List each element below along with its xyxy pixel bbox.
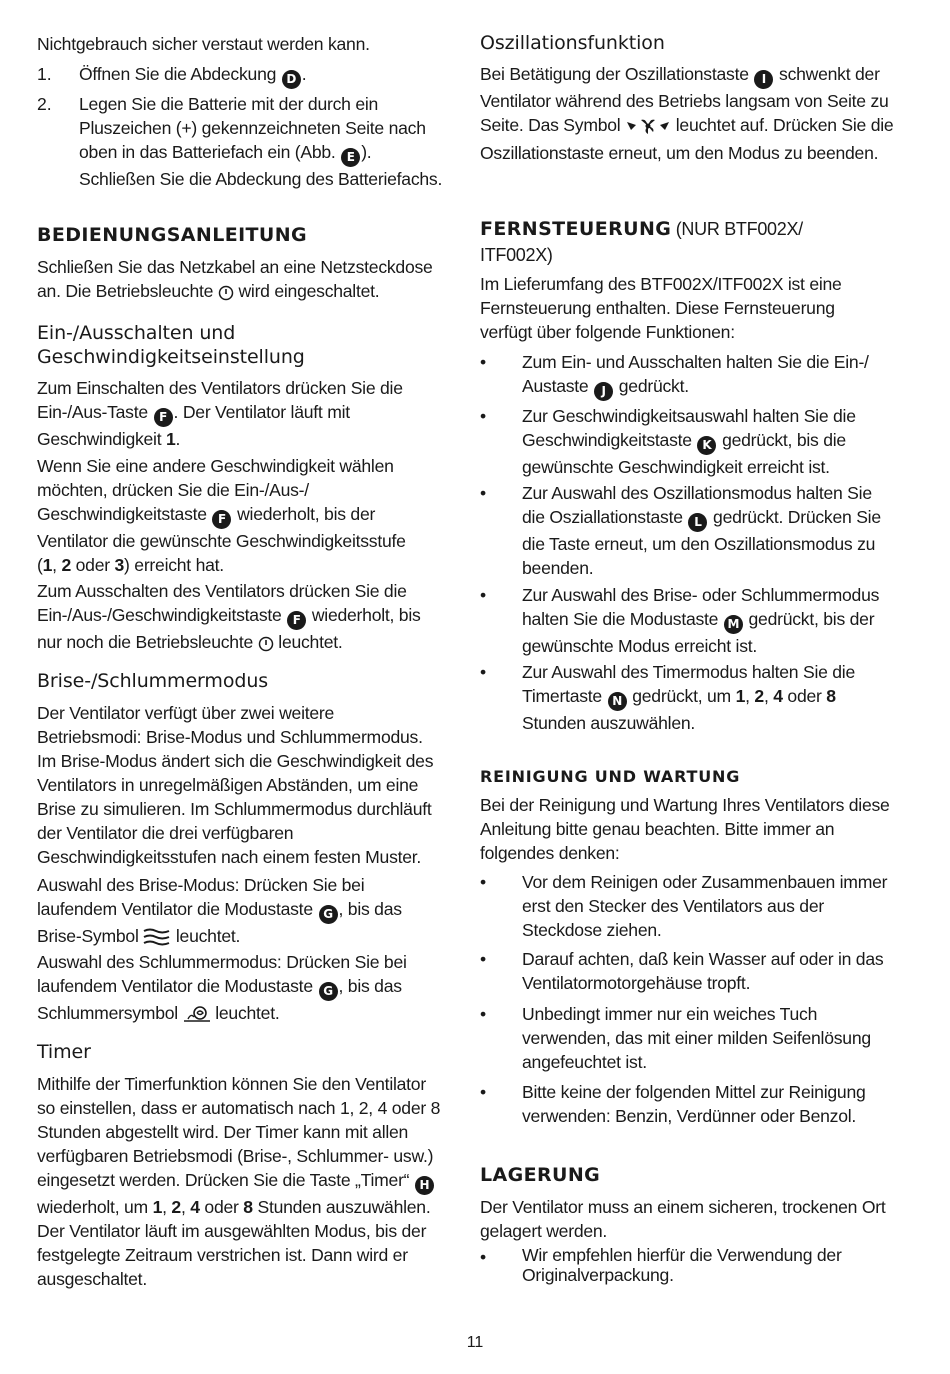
bullet-text: Darauf achten, daß kein Wasser auf oder in das Ventilatormotorgehäuse tropft.: [522, 949, 884, 993]
heading-ein-ausschalten: Ein-/Ausschalten und Geschwindigkeitseinstellung: [37, 322, 305, 368]
osc-text: schwenkt der Ventilator während des Betriebs langsam von Seite zu Seite. Das Symbol: [480, 64, 889, 135]
bullet-mark: •: [480, 1004, 487, 1024]
hour-number: 2: [754, 686, 764, 706]
label-badge-i: I: [754, 70, 773, 89]
bullet-mark: •: [480, 585, 487, 605]
step-number: 1.: [37, 64, 52, 84]
bullet-text: ,: [745, 686, 750, 706]
remote-intro: Im Lieferumfang des BTF002X/ITF002X ist eine Fernsteuerung enthalten. Diese Fernsteuerung verfügt über folgende Funktionen:: [480, 274, 842, 342]
cleaning-intro: Bei der Reinigung und Wartung Ihres Ventilators diese Anleitung bitte genau beachten. Bitte immer an folgendes denken:: [480, 795, 890, 863]
onoff-text: ) erreicht hat.: [124, 555, 224, 575]
bullet-text: gedrückt, um: [632, 686, 731, 706]
onoff-text: oder: [75, 555, 110, 575]
hour-number: 4: [190, 1197, 200, 1217]
speed-number: 1: [166, 429, 176, 449]
page-number: 11: [466, 1334, 484, 1351]
sleep-icon: [183, 1005, 211, 1029]
step-1: [37, 62, 457, 89]
storage-intro: Der Ventilator muss an einem sicheren, trockenen Ort gelagert werden.: [480, 1197, 886, 1241]
step-2: [37, 92, 457, 191]
onoff-text: leuchtet.: [278, 632, 343, 652]
hour-number: 8: [826, 686, 836, 706]
bullet-text: gedrückt, bis die gewünschte Geschwindigkeit erreicht ist.: [522, 430, 846, 477]
bullet-text: gedrückt. Drücken Sie die Taste erneut, um den Oszillationsmodus zu beenden.: [522, 507, 881, 578]
onoff-paragraph-1: [37, 376, 407, 451]
bullet-text: Vor dem Reinigen oder Zusammenbauen immer erst den Stecker des Ventilators aus der Steckdose ziehen.: [522, 872, 888, 940]
heading-lagerung: LAGERUNG: [480, 1164, 601, 1186]
bullet-text: Zur Auswahl des Oszillationsmodus halten Sie die Osziallationstaste: [522, 483, 872, 527]
label-badge-m: M: [724, 615, 743, 634]
osc-text: Bei Betätigung der Oszillationstaste: [480, 64, 749, 84]
step-text: Legen Sie die Batterie mit der durch ein Pluszeichen (+) gekennzeichneten Seite nach oben in das Batteriefach ein (Abb.: [79, 94, 426, 162]
timer-text: wiederholt, um: [37, 1197, 148, 1217]
heading-timer: Timer: [37, 1041, 91, 1063]
step-text-end: .: [301, 64, 307, 84]
timer-text: Mithilfe der Timerfunktion können Sie den Ventilator so einstellen, dass er automatisch nach 1, 2, 4 oder 8 Stunden abgestellt wird. Der Timer kann mit allen verfügbaren Betriebsmodi (Brise-, Schlummer- usw.) eingesetzt werden. Drücken Sie die Taste „Timer“: [37, 1074, 441, 1190]
label-badge-l: L: [688, 513, 707, 532]
bullet-text: Stunden auszuwählen.: [522, 713, 696, 733]
operation-text: Schließen Sie das Netzkabel an eine Netzsteckdose an. Die Betriebsleuchte: [37, 257, 433, 301]
onoff-text: ,: [52, 555, 57, 575]
breeze-text: leuchtet.: [215, 1003, 280, 1023]
hour-number: 8: [243, 1197, 253, 1217]
label-badge-g: G: [319, 982, 338, 1001]
label-badge-d: D: [282, 70, 301, 89]
bullet-text: Zum Ein- und Ausschalten halten Sie die Ein-/ Austaste: [522, 352, 869, 396]
bullet-mark: •: [480, 662, 487, 682]
bullet-mark: •: [480, 949, 487, 969]
bullet-mark: •: [480, 406, 487, 426]
onoff-paragraph-2: [37, 454, 419, 577]
bullet-text: oder: [787, 686, 822, 706]
osc-text: leuchtet auf. Drücken Sie die Oszillationstaste erneut, um den Modus zu beenden.: [480, 115, 894, 163]
heading-fernsteuerung: [480, 217, 860, 269]
onoff-text: wiederholt, bis nur noch die Betriebsleuchte: [37, 605, 421, 652]
step-text: Öffnen Sie die Abdeckung: [79, 64, 277, 84]
onoff-text: Zum Ausschalten des Ventilators drücken Sie die Ein-/Aus-/Geschwindigkeitstaste: [37, 581, 407, 625]
label-badge-f: F: [287, 611, 306, 630]
remote-bullet-5: [480, 660, 900, 735]
bullet-mark: •: [480, 1247, 487, 1267]
label-badge-k: K: [697, 436, 716, 455]
timer-text: ,: [180, 1197, 186, 1217]
bullet-text: ,: [763, 686, 769, 706]
breeze-text: Auswahl des Schlummermodus: Drücken Sie bei laufendem Ventilator die Modustaste: [37, 952, 407, 996]
heading-fernsteuerung-sub: (NUR BTF002X/ ITF002X): [480, 219, 803, 265]
intro-line: Nichtgebrauch sicher verstaut werden kann.: [37, 34, 370, 54]
breeze-paragraph-1: Der Ventilator verfügt über zwei weitere Betriebsmodi: Brise-Modus und Schlummermodus. Im Brise-Modus ändert sich die Geschwindigkeit des Ventilators in unregelmäßigen Abständen, um eine Brise zu simulieren. Im Schlummermodus durchläuft der Ventilator die drei verfügbaren Geschwindigkeitsstufen nach einem festen Muster.: [37, 703, 434, 867]
step-text-end: ). Schließen Sie die Abdeckung des Batteriefachs.: [79, 142, 443, 189]
onoff-text: Zum Einschalten des Ventilators drücken Sie die Ein-/Aus-Taste: [37, 378, 403, 422]
bullet-mark: •: [480, 872, 487, 892]
onoff-text: . Der Ventilator läuft mit Geschwindigkeit: [37, 402, 350, 449]
breeze-text: , bis das Brise-Symbol: [37, 899, 402, 946]
label-badge-f: F: [154, 408, 173, 427]
onoff-text: .: [175, 429, 181, 449]
speed-number: 3: [114, 555, 125, 575]
cleaning-bullet-3: [480, 1002, 900, 1074]
timer-text: oder: [204, 1197, 239, 1217]
label-badge-g: G: [319, 905, 338, 924]
remote-bullet-4: [480, 583, 900, 658]
hour-number: 2: [171, 1197, 181, 1217]
heading-oszillationsfunktion: Oszillationsfunktion: [480, 32, 665, 54]
label-badge-e: E: [341, 148, 360, 167]
heading-bedienungsanleitung: BEDIENUNGSANLEITUNG: [37, 224, 308, 246]
breeze-text: , bis das Schlummersymbol: [37, 976, 402, 1023]
osc-paragraph: [480, 62, 898, 165]
bullet-text: Zur Auswahl des Brise- oder Schlummermodus halten Sie die Modustaste: [522, 585, 880, 629]
cleaning-bullet-4: [480, 1080, 900, 1128]
remote-bullet-2: [480, 404, 900, 479]
bullet-mark: •: [480, 483, 487, 503]
bullet-text: Wir empfehlen hierfür die Verwendung der Originalverpackung.: [522, 1245, 842, 1285]
onoff-text: wiederholt, bis der Ventilator die gewünschte Geschwindigkeitsstufe (: [37, 504, 406, 575]
bullet-mark: •: [480, 352, 487, 372]
breeze-paragraph-2: [37, 873, 417, 952]
power-icon: [218, 283, 234, 307]
storage-bullet: [480, 1245, 900, 1285]
timer-text: ,: [162, 1197, 167, 1217]
label-badge-h: H: [415, 1176, 434, 1195]
operation-text-end: wird eingeschaltet.: [238, 281, 380, 301]
heading-brise-schlummermodus: Brise-/Schlummermodus: [37, 670, 269, 692]
cleaning-bullet-2: [480, 947, 900, 995]
operation-paragraph: [37, 255, 452, 307]
onoff-paragraph-3: [37, 579, 447, 658]
cleaning-bullet-1: [480, 870, 900, 942]
remote-bullet-1: [480, 350, 900, 401]
hour-number: 1: [735, 686, 746, 706]
breeze-paragraph-3: [37, 950, 427, 1029]
breeze-icon: [143, 928, 171, 952]
bullet-text: gedrückt, bis der gewünschte Modus erreicht ist.: [522, 609, 875, 656]
breeze-text: Auswahl des Brise-Modus: Drücken Sie bei laufendem Ventilator die Modustaste: [37, 875, 365, 919]
hour-number: 4: [773, 686, 783, 706]
heading-reinigung: REINIGUNG UND WARTUNG: [480, 767, 741, 786]
oscillation-icon: [625, 117, 671, 141]
heading-fernsteuerung-text: FERNSTEUERUNG: [480, 218, 672, 240]
bullet-text: Zur Auswahl des Timermodus halten Sie die Timertaste: [522, 662, 855, 706]
onoff-text: Wenn Sie eine andere Geschwindigkeit wählen möchten, drücken Sie die Ein-/Aus-/ Geschwindigkeitstaste: [37, 456, 394, 524]
timer-paragraph: [37, 1072, 442, 1291]
speed-number: 1: [42, 555, 53, 575]
breeze-text: leuchtet.: [175, 926, 241, 946]
speed-number: 2: [61, 555, 71, 575]
bullet-text: gedrückt.: [618, 376, 689, 396]
bullet-text: Bitte keine der folgenden Mittel zur Reinigung verwenden: Benzin, Verdünner oder Benzol.: [522, 1082, 866, 1126]
bullet-text: Unbedingt immer nur ein weiches Tuch verwenden, das mit einer milden Seifenlösung angefeuchtet ist.: [522, 1004, 871, 1072]
timer-text: Stunden auszuwählen. Der Ventilator läuft im ausgewählten Modus, bis der festgelegte Zeitraum verstrichen ist. Dann wird er ausgeschaltet.: [37, 1197, 431, 1289]
label-badge-f: F: [212, 510, 231, 529]
label-badge-n: N: [608, 692, 627, 711]
remote-bullet-3: [480, 481, 900, 580]
bullet-text: Zur Geschwindigkeitsauswahl halten Sie die Geschwindigkeitstaste: [522, 406, 856, 450]
bullet-mark: •: [480, 1082, 487, 1102]
hour-number: 1: [152, 1197, 163, 1217]
power-icon: [258, 634, 274, 658]
label-badge-j: J: [594, 382, 613, 401]
step-number: 2.: [37, 94, 52, 114]
